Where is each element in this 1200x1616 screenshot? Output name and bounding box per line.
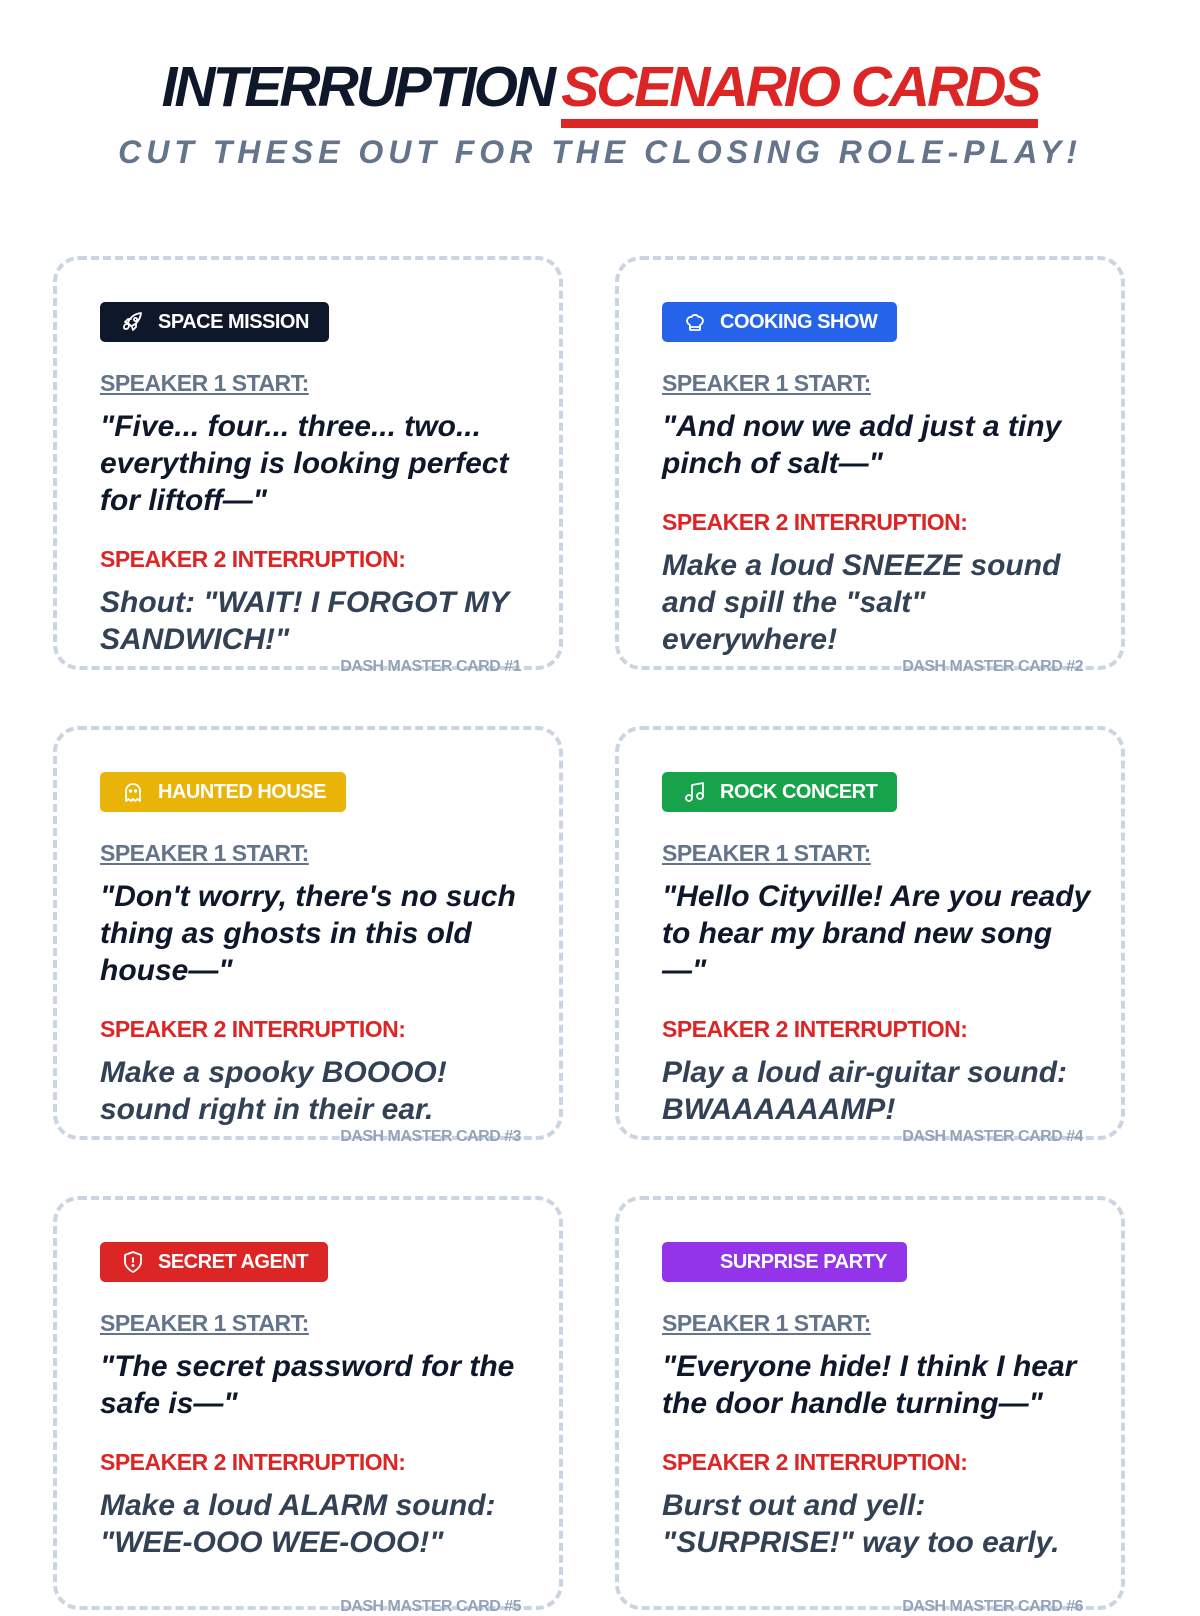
speaker-1-line: "Five... four... three... two... everything is looking perfect for liftoff—"	[100, 410, 509, 517]
title-part-2: SCENARIO CARDS	[561, 55, 1038, 128]
speaker-2-line: Make a loud ALARM sound: "WEE-OOO WEE-OOO!"	[100, 1489, 496, 1559]
scenario-card-rock-concert	[615, 726, 1125, 1145]
chef-hat-icon	[682, 309, 708, 335]
speaker-1-label: SPEAKER 1 START:	[100, 840, 309, 866]
badge-label: COOKING SHOW	[720, 310, 878, 333]
speaker-2-label: SPEAKER 2 INTERRUPTION:	[100, 1016, 406, 1042]
badge-surprise-party	[662, 1242, 907, 1282]
page-header	[0, 52, 1200, 172]
speaker-1-line: "Hello Cityville! Are you ready to hear my brand new song—"	[662, 880, 1091, 987]
speaker-2-line: Burst out and yell: "SURPRISE!" way too early.	[662, 1489, 1060, 1559]
party-icon	[682, 1249, 708, 1275]
title-part-1: INTERRUPTION	[161, 55, 554, 119]
speaker-1-label: SPEAKER 1 START:	[100, 1310, 309, 1336]
card-footer: DASH MASTER CARD #3	[340, 1128, 521, 1145]
speaker-1-label: SPEAKER 1 START:	[662, 370, 871, 396]
scenario-card-secret-agent	[53, 1196, 563, 1615]
card-footer: DASH MASTER CARD #4	[902, 1128, 1083, 1145]
speaker-2-label: SPEAKER 2 INTERRUPTION:	[100, 1449, 406, 1475]
badge-label: ROCK CONCERT	[720, 780, 878, 803]
speaker-2-label: SPEAKER 2 INTERRUPTION:	[100, 546, 406, 572]
scenario-card-surprise-party	[615, 1196, 1125, 1615]
rocket-icon	[120, 309, 146, 335]
page-title	[0, 52, 1200, 122]
scenario-card-cooking-show	[615, 256, 1125, 675]
badge-label: HAUNTED HOUSE	[158, 780, 326, 803]
badge-label: SPACE MISSION	[158, 310, 309, 333]
scenario-card-haunted-house	[53, 726, 563, 1145]
speaker-2-line: Shout: "WAIT! I FORGOT MY SANDWICH!"	[100, 586, 509, 656]
card-footer: DASH MASTER CARD #1	[340, 658, 521, 675]
badge-label: SECRET AGENT	[158, 1250, 308, 1273]
card-footer: DASH MASTER CARD #2	[902, 658, 1083, 675]
speaker-1-line: "And now we add just a tiny pinch of salt—"	[662, 410, 1062, 480]
card-footer: DASH MASTER CARD #6	[902, 1598, 1083, 1615]
badge-secret-agent	[100, 1242, 328, 1282]
badge-label: SURPRISE PARTY	[720, 1250, 888, 1273]
badge-haunted-house	[100, 772, 346, 812]
speaker-1-label: SPEAKER 1 START:	[100, 370, 309, 396]
speaker-2-line: Play a loud air-guitar sound: BWAAAAAAMP!	[662, 1056, 1068, 1126]
speaker-2-label: SPEAKER 2 INTERRUPTION:	[662, 509, 968, 535]
speaker-1-label: SPEAKER 1 START:	[662, 840, 871, 866]
speaker-1-line: "The secret password for the safe is—"	[100, 1350, 515, 1420]
badge-space-mission	[100, 302, 329, 342]
ghost-icon	[120, 779, 146, 805]
speaker-2-label: SPEAKER 2 INTERRUPTION:	[662, 1016, 968, 1042]
speaker-2-label: SPEAKER 2 INTERRUPTION:	[662, 1449, 968, 1475]
speaker-1-label: SPEAKER 1 START:	[662, 1310, 871, 1336]
speaker-2-line: Make a loud SNEEZE sound and spill the "salt" everywhere!	[662, 549, 1061, 656]
page-subtitle: CUT THESE OUT FOR THE CLOSING ROLE-PLAY!	[118, 134, 1082, 170]
speaker-1-line: "Everyone hide! I think I hear the door handle turning—"	[662, 1350, 1077, 1420]
badge-rock-concert	[662, 772, 897, 812]
music-note-icon	[682, 779, 708, 805]
shield-icon	[120, 1249, 146, 1275]
speaker-2-line: Make a spooky BOOOO! sound right in their ear.	[100, 1056, 447, 1126]
speaker-1-line: "Don't worry, there's no such thing as ghosts in this old house—"	[100, 880, 516, 987]
card-footer: DASH MASTER CARD #5	[340, 1598, 521, 1615]
badge-cooking-show	[662, 302, 897, 342]
scenario-card-space-mission	[53, 256, 563, 675]
